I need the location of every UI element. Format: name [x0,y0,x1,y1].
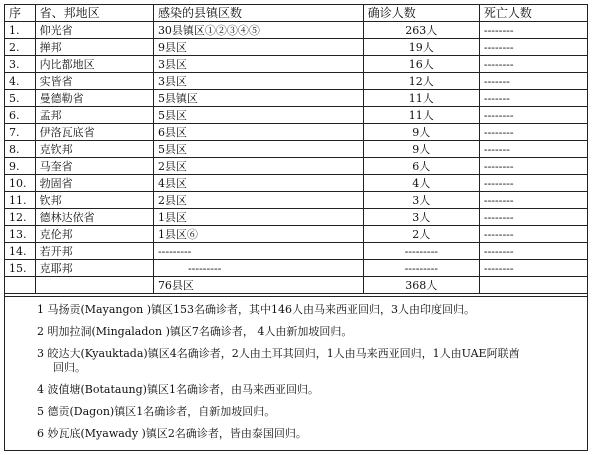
table-row [5,209,587,226]
row-index: 15. [5,260,35,277]
footnote-text: 3 皎达大(Kyauktada)镇区4名确诊者，2人由土耳其回归，1人由马来西亚回归，1人由UAE阿联酋 [37,347,520,360]
row-region: 伊洛瓦底省 [35,124,153,141]
row-deaths: -------- [479,243,587,260]
table-row [5,107,587,124]
row-index: 11. [5,192,35,209]
row-confirmed: 2人 [363,226,479,243]
row-index: 1. [5,22,35,39]
row-deaths: -------- [479,56,587,73]
table-row [5,141,587,158]
total-deaths [479,277,587,294]
footnote-text: 2 明加拉洞(Mingaladon )镇区7名确诊者， 4人由新加坡回归。 [37,325,353,338]
row-deaths: -------- [479,107,587,124]
row-confirmed: 6人 [363,158,479,175]
footnote [5,377,587,399]
footnote-text-continued: 回归。 [53,361,86,374]
row-region: 克伦邦 [35,226,153,243]
footnote-text: 5 德贡(Dagon)镇区1名确诊者，自新加坡回归。 [37,405,276,418]
cases-table [5,5,587,294]
table-row [5,226,587,243]
row-deaths: -------- [479,39,587,56]
row-confirmed: --------- [363,260,479,277]
row-index: 4. [5,73,35,90]
row-confirmed: 4人 [363,175,479,192]
row-deaths: -------- [479,192,587,209]
row-deaths: ------- [479,90,587,107]
row-infected: --------- [153,243,363,260]
row-index: 14. [5,243,35,260]
row-index: 13. [5,226,35,243]
row-deaths: -------- [479,226,587,243]
total-infected: 76县区 [153,277,363,294]
row-deaths: ------- [479,141,587,158]
row-infected: 3县区 [153,73,363,90]
row-region: 马奎省 [35,158,153,175]
header-infected: 感染的县镇区数 [153,5,363,22]
row-index: 2. [5,39,35,56]
row-region: 内比都地区 [35,56,153,73]
row-region: 曼德勒省 [35,90,153,107]
footnotes [5,296,587,443]
row-infected: 5县区 [153,141,363,158]
row-confirmed: 11人 [363,107,479,124]
row-confirmed: 19人 [363,39,479,56]
row-confirmed: 3人 [363,192,479,209]
row-infected: 1县区 [153,209,363,226]
row-infected: --------- [153,260,363,277]
row-region: 仰光省 [35,22,153,39]
row-infected: 9县区 [153,39,363,56]
row-confirmed: 3人 [363,209,479,226]
row-region: 克钦邦 [35,141,153,158]
row-infected: 5县区 [153,107,363,124]
row-confirmed: 11人 [363,90,479,107]
header-index: 序 [5,5,35,22]
row-region: 若开邦 [35,243,153,260]
covid-case-document [4,4,588,451]
row-infected: 2县区 [153,192,363,209]
row-confirmed: --------- [363,243,479,260]
row-index: 10. [5,175,35,192]
table-row [5,39,587,56]
row-region: 掸邦 [35,39,153,56]
row-region: 德林达依省 [35,209,153,226]
row-infected: 6县区 [153,124,363,141]
table-row [5,22,587,39]
footnote [5,399,587,421]
table-row [5,243,587,260]
row-infected: 3县区 [153,56,363,73]
total-index [5,277,35,294]
row-index: 5. [5,90,35,107]
table-row [5,260,587,277]
row-confirmed: 9人 [363,141,479,158]
row-deaths: ------- [479,73,587,90]
footnote [5,297,587,319]
table-row [5,73,587,90]
row-deaths: -------- [479,124,587,141]
footnote [5,319,587,341]
row-infected: 5县镇区 [153,90,363,107]
table-row [5,90,587,107]
row-deaths: -------- [479,22,587,39]
row-index: 9. [5,158,35,175]
table-header-row [5,5,587,22]
row-region: 实皆省 [35,73,153,90]
row-region: 勃固省 [35,175,153,192]
footnote [5,341,587,377]
row-region: 孟邦 [35,107,153,124]
table-row [5,175,587,192]
row-infected: 1县区⑥ [153,226,363,243]
row-confirmed: 12人 [363,73,479,90]
table-row [5,56,587,73]
footnote-text: 1 马扬贡(Mayangon )镇区153名确诊者，其中146人由马来西亚回归，3人由印度回归。 [37,303,475,316]
footnote [5,421,587,443]
footnote-text: 6 妙瓦底(Myawady )镇区2名确诊者，皆由泰国回归。 [37,427,307,440]
header-deaths: 死亡人数 [479,5,587,22]
row-infected: 2县区 [153,158,363,175]
footnote-text: 4 波值塘(Botataung)镇区1名确诊者，由马来西亚回归。 [37,383,319,396]
row-confirmed: 16人 [363,56,479,73]
header-region: 省、邦地区 [35,5,153,22]
row-region: 克耶邦 [35,260,153,277]
row-infected: 4县区 [153,175,363,192]
row-index: 3. [5,56,35,73]
table-row [5,158,587,175]
row-confirmed: 263人 [363,22,479,39]
table-row [5,192,587,209]
row-infected: 30县镇区①②③④⑤ [153,22,363,39]
total-confirmed: 368人 [363,277,479,294]
header-confirmed: 确诊人数 [363,5,479,22]
row-confirmed: 9人 [363,124,479,141]
table-row [5,124,587,141]
row-index: 7. [5,124,35,141]
row-deaths: -------- [479,260,587,277]
row-index: 8. [5,141,35,158]
row-deaths: -------- [479,209,587,226]
row-region: 钦邦 [35,192,153,209]
total-region [35,277,153,294]
row-deaths: -------- [479,158,587,175]
row-index: 12. [5,209,35,226]
row-deaths: -------- [479,175,587,192]
table-total-row [5,277,587,294]
row-index: 6. [5,107,35,124]
